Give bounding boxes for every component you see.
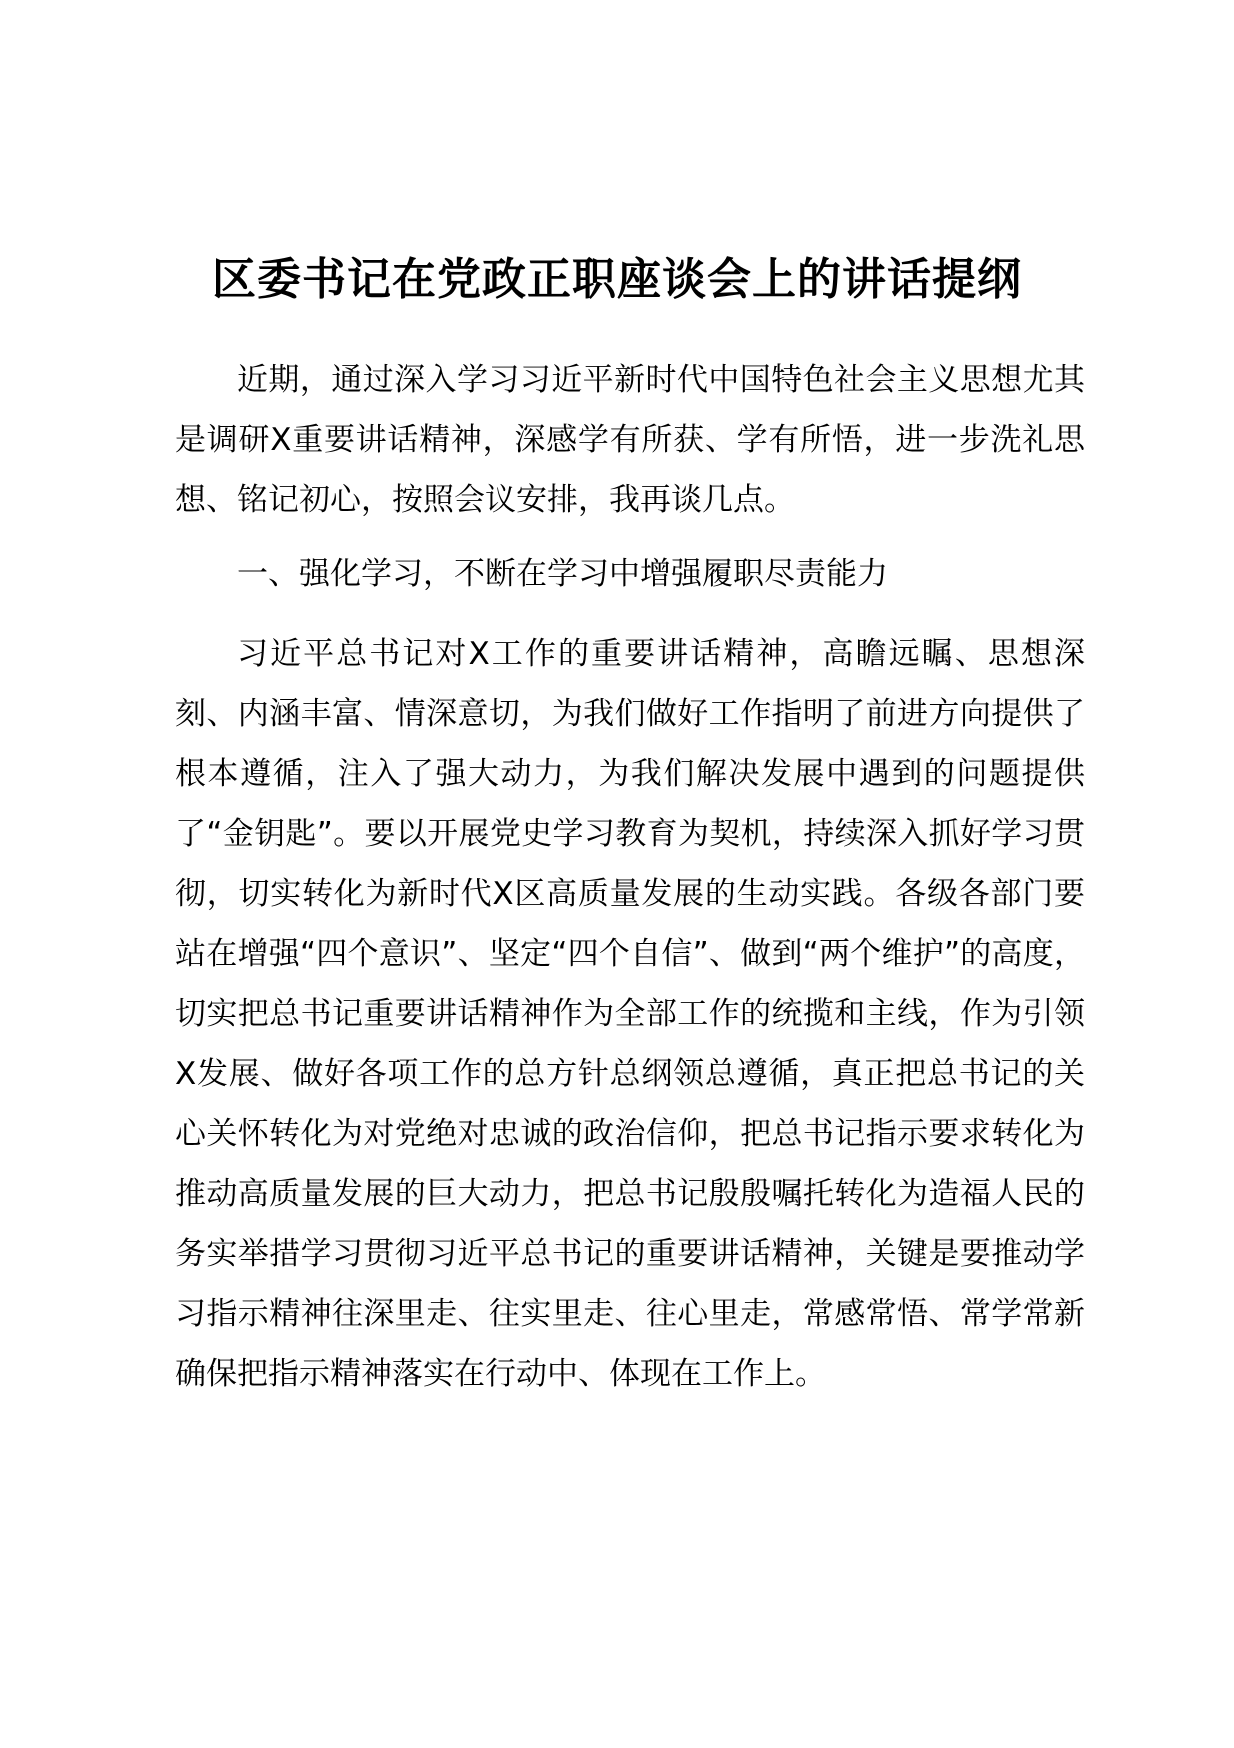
section-one-heading: 一、强化学习，不断在学习中增强履职尽责能力	[237, 556, 888, 592]
intro-paragraph: 近期，通过深入学习习近平新时代中国特色社会主义思想尤其是调研X重要讲话精神，深感学有所获、学有所悟，进一步洗礼思想、铭记初心，按照会议安排，我再谈几点。	[175, 362, 1085, 518]
document-title: 区委书记在党政正职座谈会上的讲话提纲	[212, 254, 1022, 305]
section-one-paragraph: 习近平总书记对X工作的重要讲话精神，高瞻远瞩、思想深刻、内涵丰富、情深意切，为我们做好工作指明了前进方向提供了根本遵循，注入了强大动力，为我们解决发展中遇到的问题提供了“金钥匙”。要以开展党史学习教育为契机，持续深入抓好学习贯彻，切实转化为新时代X区高质量发展的生动实践。各级各部门要站在增强“四个意识”、坚定“四个自信”、做到“两个维护”的高度，切实把总书记重要讲话精神作为全部工作的统揽和主线，作为引领X发展、做好各项工作的总方针总纲领总遵循，真正把总书记的关心关怀转化为对党绝对忠诚的政治信仰，把总书记指示要求转化为推动高质量发展的巨大动力，把总书记殷殷嘱托转化为造福人民的务实举措学习贯彻习近平总书记的重要讲话精神，关键是要推动学习指示精神往深里走、往实里走、往心里走，常感常悟、常学常新确保把指示精神落实在行动中、体现在工作上。	[175, 636, 1085, 1392]
